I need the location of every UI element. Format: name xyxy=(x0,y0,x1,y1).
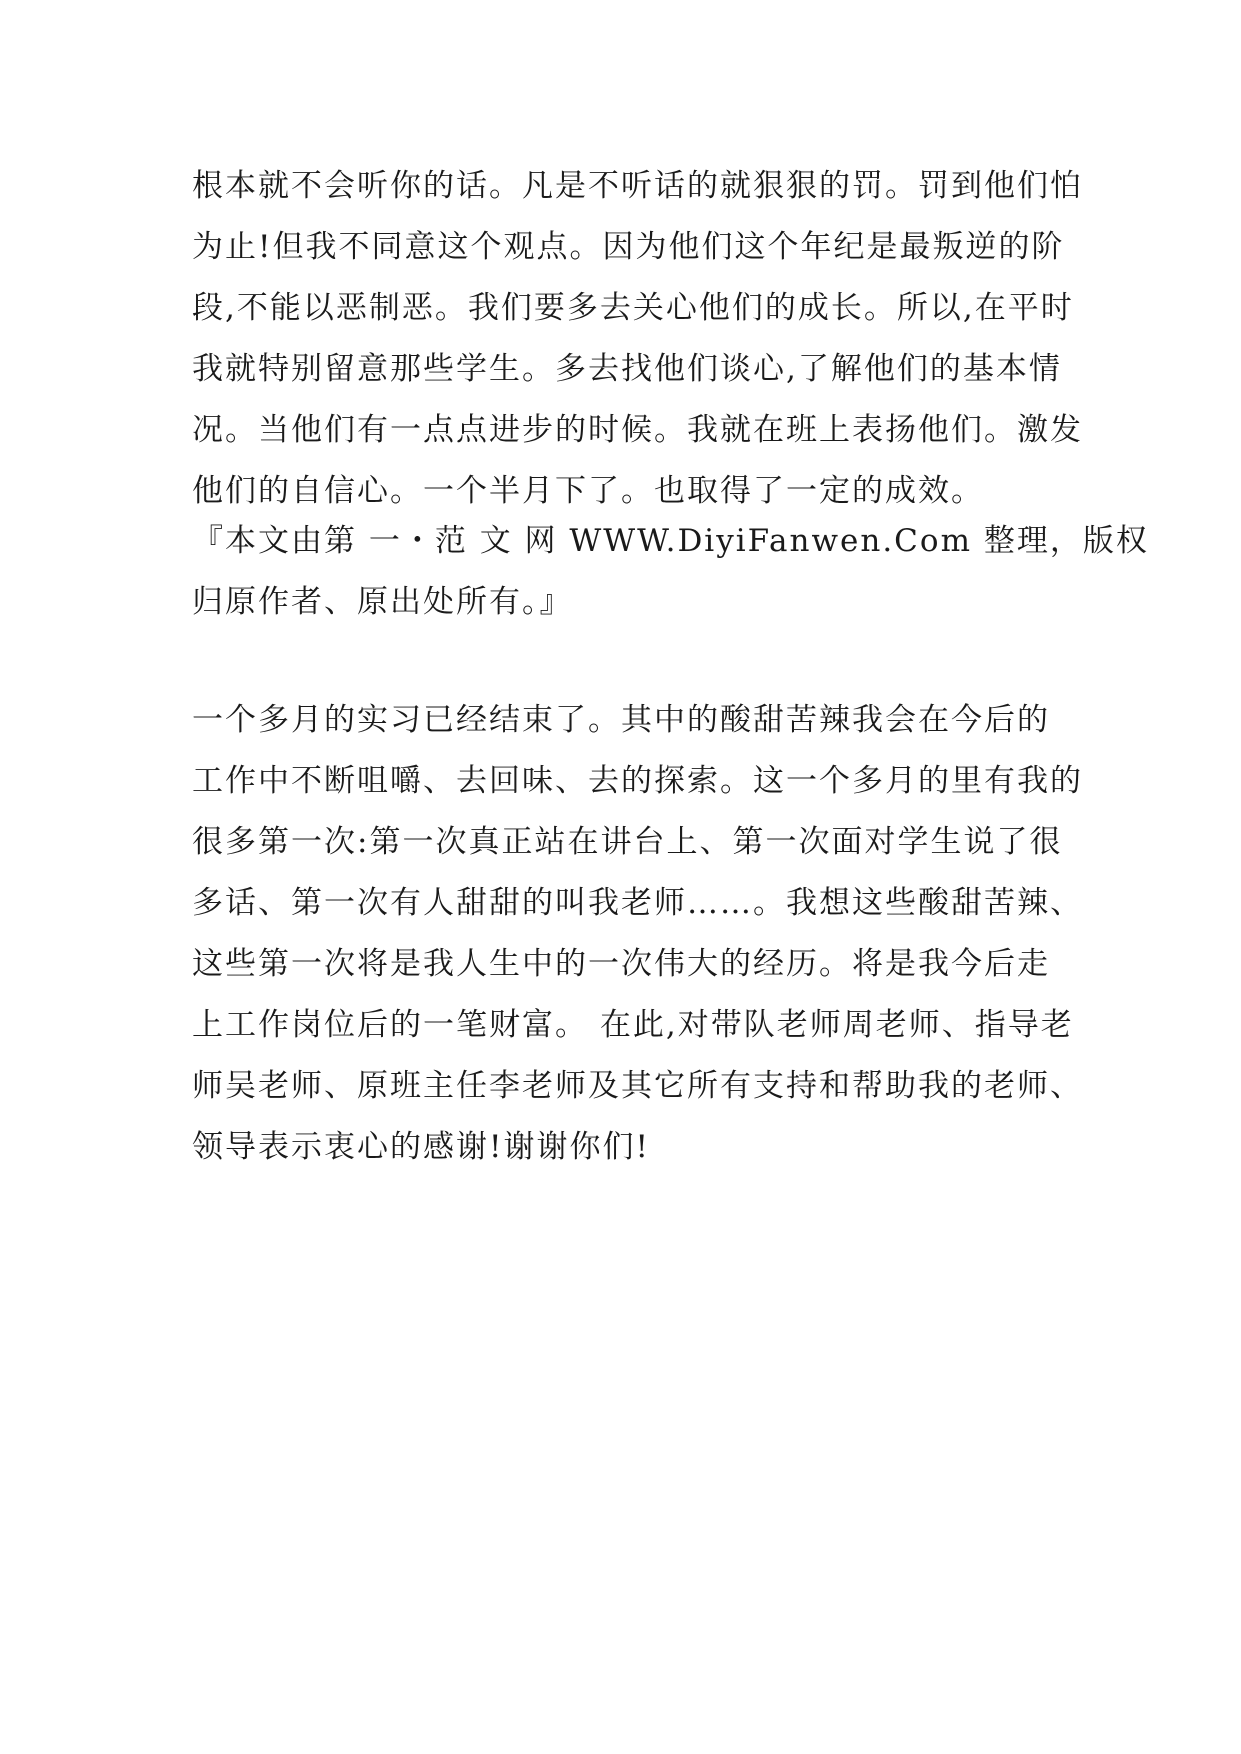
text-line: 这些第一次将是我人生中的一次伟大的经历。将是我今后走 xyxy=(192,946,1050,982)
text-line: 段,不能以恶制恶。我们要多去关心他们的成长。所以,在平时 xyxy=(192,290,1074,326)
copyright-notice xyxy=(192,511,1149,633)
body-paragraph xyxy=(192,690,1083,1178)
notice-line: 『本文由第 一・范 文 网 WWW.DiyiFanwen.Com 整理，版权 xyxy=(192,523,1149,559)
text-line: 多话、第一次有人甜甜的叫我老师……。我想这些酸甜苦辣、 xyxy=(192,885,1083,921)
text-line: 况。当他们有一点点进步的时候。我就在班上表扬他们。激发 xyxy=(192,412,1083,448)
text-line: 师吴老师、原班主任李老师及其它所有支持和帮助我的老师、 xyxy=(192,1068,1083,1104)
body-paragraph xyxy=(192,156,1083,522)
text-line: 工作中不断咀嚼、去回味、去的探索。这一个多月的里有我的 xyxy=(192,763,1083,799)
notice-line: 归原作者、原出处所有。』 xyxy=(192,584,573,620)
text-line: 他们的自信心。一个半月下了。也取得了一定的成效。 xyxy=(192,473,984,509)
text-line: 根本就不会听你的话。凡是不听话的就狠狠的罚。罚到他们怕 xyxy=(192,168,1083,204)
text-line: 我就特别留意那些学生。多去找他们谈心,了解他们的基本情 xyxy=(192,351,1062,387)
text-line: 一个多月的实习已经结束了。其中的酸甜苦辣我会在今后的 xyxy=(192,702,1050,738)
text-line: 领导表示衷心的感谢!谢谢你们! xyxy=(192,1129,650,1165)
text-line: 为止!但我不同意这个观点。因为他们这个年纪是最叛逆的阶 xyxy=(192,229,1065,265)
text-line: 上工作岗位后的一笔财富。 在此,对带队老师周老师、指导老 xyxy=(192,1007,1074,1043)
text-line: 很多第一次:第一次真正站在讲台上、第一次面对学生说了很 xyxy=(192,824,1063,860)
